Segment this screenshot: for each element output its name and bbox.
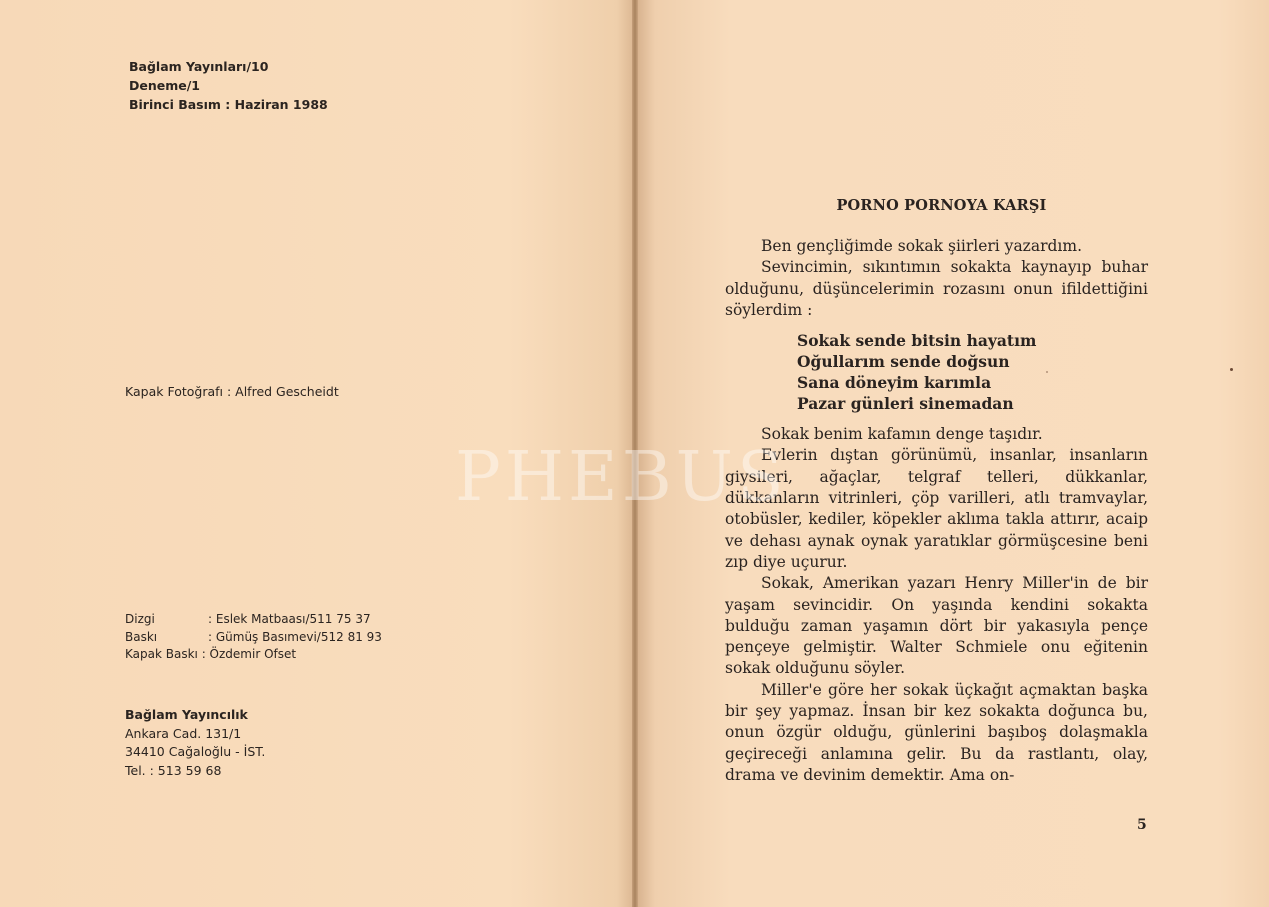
series-line: Bağlam Yayınları/10 xyxy=(129,59,269,74)
poem-line: Pazar günleri sinemadan xyxy=(797,394,1014,414)
chapter-content xyxy=(725,197,1148,786)
paragraph: Evlerin dıştan görünümü, insanlar, insanların giysileri, ağaçlar, telgraf telleri, dükkanlar, dükkanların vitrinleri, çöp varilleri, atlı tramvaylar, otobüsler, kediler, köpekler aklıma takla attırır, acaip ve dehası aynak oynak yaratıklar görmüşcesine beni zıp diye uçurur. xyxy=(725,446,1148,571)
credit-value: : Gümüş Basımevi/512 81 93 xyxy=(208,629,382,644)
publisher-address-line: Ankara Cad. 131/1 xyxy=(125,725,242,741)
credit-label: Baskı xyxy=(125,629,158,644)
imprint-block xyxy=(129,57,328,114)
credit-row-printing xyxy=(125,629,382,647)
poem-line: Sana döneyim karımla xyxy=(797,373,992,393)
poem-block xyxy=(797,330,1148,414)
watermark: PHEBUS xyxy=(455,438,788,517)
paragraph: Sokak, Amerikan yazarı Henry Miller'in de bir yaşam sevincidir. On yaşında kendini sokakta bulduğu zaman yaşamın dört bir yakasıyla pençe pençeye gelmiştir. Walter Schmiele onu eğitenin sokak olduğunu söyler. xyxy=(725,574,1148,678)
credit-row-typesetting xyxy=(125,611,382,629)
paper-speck xyxy=(1046,371,1048,373)
publisher-block xyxy=(125,706,265,780)
poem-line: Oğullarım sende doğsun xyxy=(797,352,1010,372)
credit-value: : Özdemir Ofset xyxy=(201,647,297,661)
credit-label: Kapak Baskı xyxy=(125,647,198,661)
book-gutter xyxy=(632,0,638,907)
poem-line: Sokak sende bitsin hayatım xyxy=(797,331,1037,351)
edition-line: Birinci Basım : Haziran 1988 xyxy=(129,97,328,112)
cover-photo-credit: Kapak Fotoğrafı : Alfred Gescheidt xyxy=(125,384,339,399)
production-credits xyxy=(125,611,382,664)
genre-line: Deneme/1 xyxy=(129,78,200,93)
paragraph: Sevincimin, sıkıntımın sokakta kaynayıp buhar olduğunu, düşüncelerimin rozasını onun ifildettiğini söylerdim : xyxy=(725,258,1148,319)
paragraph: Ben gençliğimde sokak şiirleri yazardım. xyxy=(761,237,1083,255)
credit-value: : Eslek Matbaası/511 75 37 xyxy=(208,612,371,626)
paragraph: Sokak benim kafamın denge taşıdır. xyxy=(761,425,1043,444)
paper-speck xyxy=(1230,368,1233,371)
publisher-address-line: 34410 Cağaloğlu - İST. xyxy=(125,744,266,759)
publisher-name: Bağlam Yayıncılık xyxy=(125,707,248,722)
chapter-title: PORNO PORNOYA KARŞI xyxy=(836,197,1047,214)
paragraph: Miller'e göre her sokak üçkağıt açmaktan başka bir şey yapmaz. İnsan bir kez sokakta doğunca bu, onun özgür olduğu, günlerini başıboş dolaşmakla geçireceği anlamına gelir. Bu da rastlantı, olay, drama ve devinim demektir. Ama on- xyxy=(725,680,1148,784)
publisher-phone: Tel. : 513 59 68 xyxy=(125,762,222,778)
credit-label: Dizgi xyxy=(125,612,155,626)
page-number: 5 xyxy=(1137,817,1147,833)
credit-row-cover-printing xyxy=(125,646,382,664)
